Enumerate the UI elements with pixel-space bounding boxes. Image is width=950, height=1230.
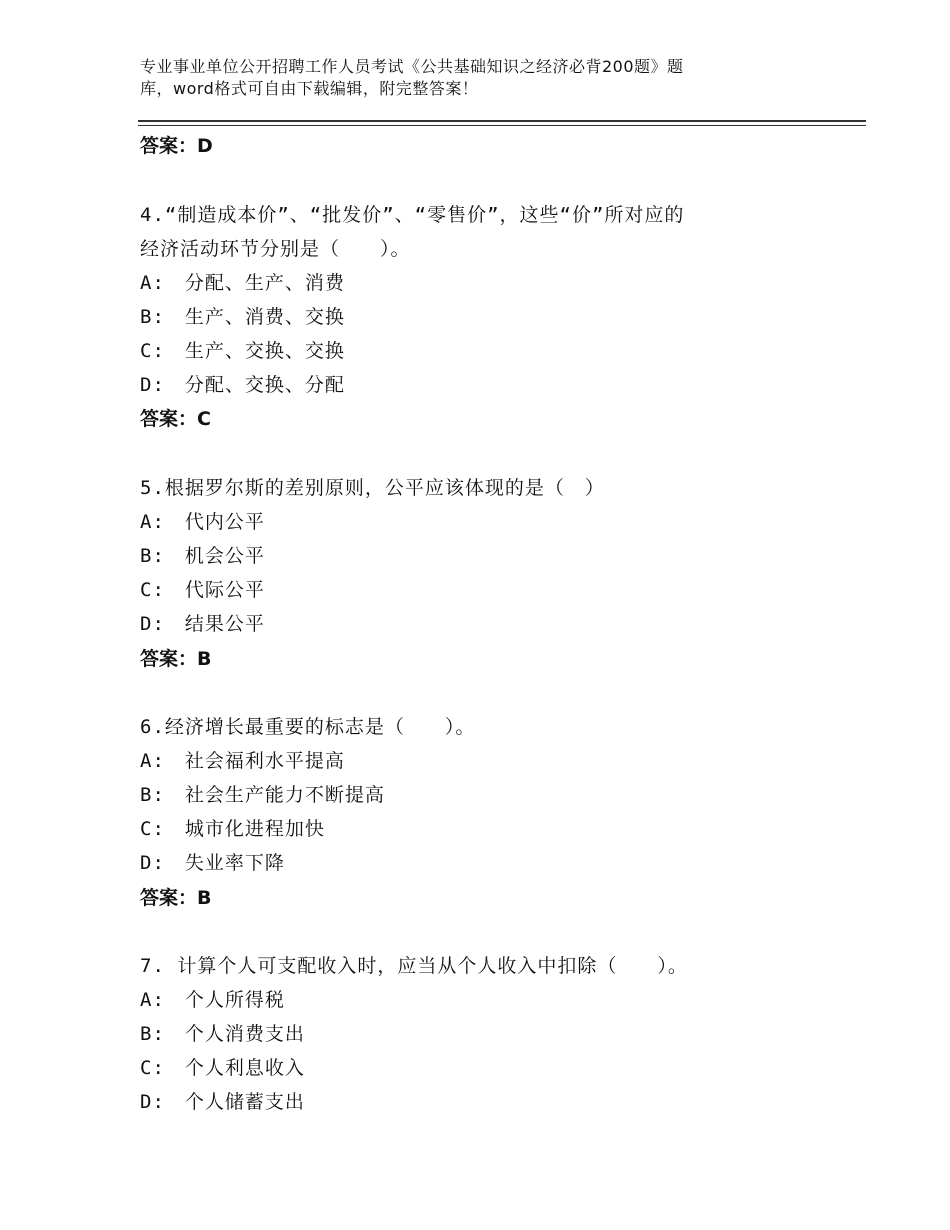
- header-line-2: 库，word格式可自由下载编辑，附完整答案！: [140, 79, 479, 98]
- answer-value: D: [197, 135, 213, 157]
- question-5-answer: [140, 644, 212, 671]
- question-5-stem: 5.根据罗尔斯的差别原则，公平应该体现的是（ ）: [140, 477, 605, 499]
- header-rule-thin: [138, 125, 866, 126]
- answer-label: 答案：: [140, 408, 198, 430]
- question-4-option-a: A: 分配、生产、消费: [140, 272, 345, 294]
- question-7-option-a: A: 个人所得税: [140, 989, 285, 1011]
- question-4-stem-line-1: 4.“制造成本价”、“批发价”、“零售价”，这些“价”所对应的: [140, 204, 685, 226]
- question-4-stem-line-2: 经济活动环节分别是（ ）。: [140, 238, 411, 260]
- question-4-answer: [140, 404, 211, 431]
- question-6-stem: 6.经济增长最重要的标志是（ ）。: [140, 716, 476, 738]
- question-5-option-d: D: 结果公平: [140, 613, 265, 635]
- question-5-option-a: A: 代内公平: [140, 511, 265, 533]
- question-6-option-c: C: 城市化进程加快: [140, 818, 325, 840]
- document-header: [140, 56, 780, 100]
- question-4-option-d: D: 分配、交换、分配: [140, 374, 345, 396]
- answer-value: C: [197, 408, 211, 430]
- answer-value: B: [197, 648, 212, 670]
- answer-label: 答案：: [140, 648, 198, 670]
- question-6-answer: [140, 883, 212, 910]
- question-6-option-a: A: 社会福利水平提高: [140, 750, 345, 772]
- answer-label: 答案：: [140, 887, 198, 909]
- question-6-option-d: D: 失业率下降: [140, 852, 285, 874]
- question-6-option-b: B: 社会生产能力不断提高: [140, 784, 385, 806]
- question-5-option-b: B: 机会公平: [140, 545, 265, 567]
- question-4-option-b: B: 生产、消费、交换: [140, 306, 345, 328]
- question-7-stem: 7. 计算个人可支配收入时，应当从个人收入中扣除（ ）。: [140, 955, 688, 977]
- header-line-1: 专业事业单位公开招聘工作人员考试《公共基础知识之经济必背200题》题: [140, 57, 684, 76]
- question-7-option-c: C: 个人利息收入: [140, 1057, 305, 1079]
- answer-3: [140, 131, 213, 158]
- answer-label: 答案：: [140, 135, 198, 157]
- answer-value: B: [197, 887, 212, 909]
- question-5-option-c: C: 代际公平: [140, 579, 265, 601]
- question-7-option-d: D: 个人储蓄支出: [140, 1091, 305, 1113]
- question-7-option-b: B: 个人消费支出: [140, 1023, 305, 1045]
- question-4-option-c: C: 生产、交换、交换: [140, 340, 345, 362]
- header-rule-thick: [138, 120, 866, 122]
